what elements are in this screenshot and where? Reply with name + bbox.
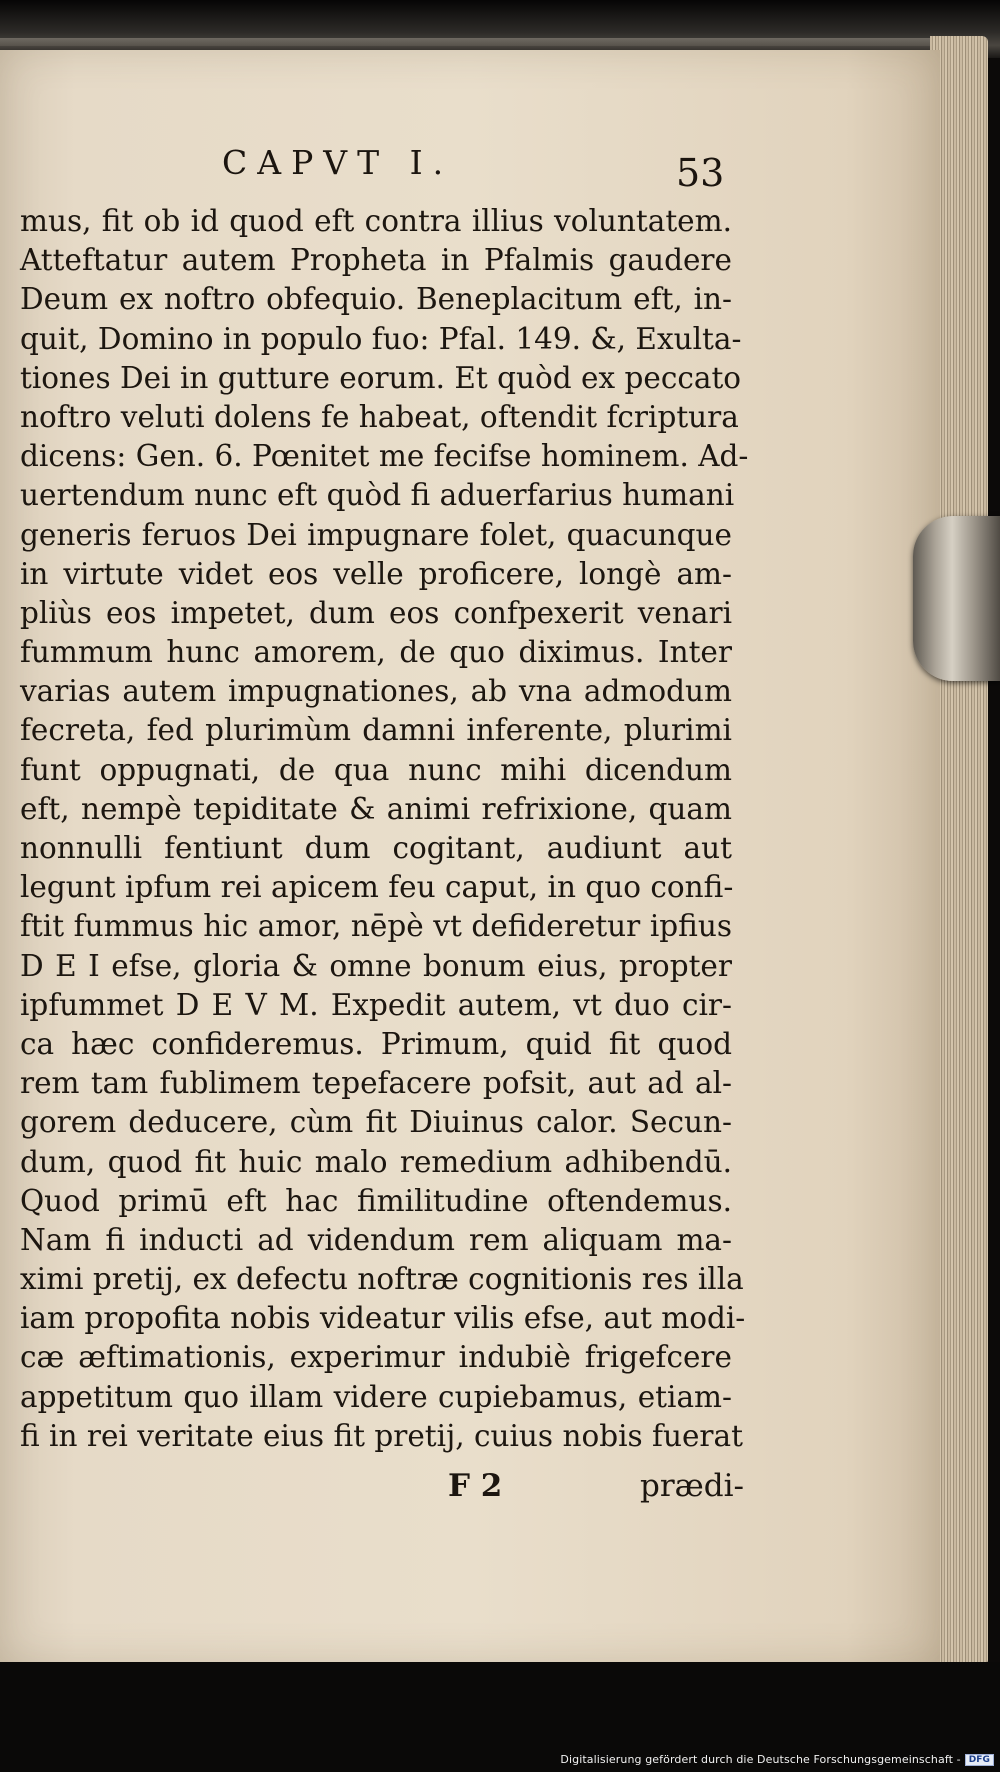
- scan-bottom-bar: [0, 1662, 1000, 1772]
- text-line: rem tam fublimem tepefacere pofsit, aut ad al-: [20, 1066, 732, 1101]
- signature-mark: F 2: [448, 1468, 503, 1504]
- catchword: prædi-: [640, 1468, 745, 1504]
- page-header: [0, 143, 940, 193]
- text-line: legunt ipfum rei apicem feu caput, in quo confi-: [20, 870, 734, 905]
- text-line: Nam fi inducti ad videndum rem aliquam ma-: [20, 1222, 732, 1257]
- text-line: quit, Domino in populo fuo: Pfal. 149. &, Exulta-: [20, 321, 742, 356]
- text-line: ca hæc confideremus. Primum, quid fit quod: [20, 1026, 732, 1061]
- text-line: ftit fummus hic amor, nēpè vt defideretur ipfius: [20, 909, 732, 944]
- text-line: nonnulli fentiunt dum cogitant, audiunt aut: [20, 831, 732, 865]
- text-line: mus, fit ob id quod eft contra illius voluntatem.: [20, 204, 732, 238]
- text-line: funt oppugnati, de qua nunc mihi dicendum: [20, 752, 732, 787]
- text-line: fi in rei veritate eius fit pretij, cuius nobis fuerat: [20, 1418, 743, 1453]
- text-line: iam propofita nobis videatur vilis efse, aut modi-: [20, 1301, 746, 1336]
- text-line: in virtute videt eos velle proficere, longè am-: [20, 556, 732, 591]
- text-line: varias autem impugnationes, ab vna admodum: [20, 674, 732, 709]
- dfg-logo-icon: DFG: [965, 1754, 994, 1766]
- text-line: ipfummet D E V M. Expedit autem, vt duo cir-: [20, 987, 732, 1022]
- text-line: dicens: Gen. 6. Pœnitet me fecifse hominem. Ad-: [20, 439, 749, 474]
- text-line: noftro veluti dolens fe habeat, oftendit fcriptura: [20, 399, 739, 434]
- body-text: [20, 202, 749, 1456]
- text-line: Quod primū eft hac fimilitudine oftendemus.: [20, 1183, 732, 1218]
- text-line: generis feruos Dei impugnare folet, quacunque: [20, 517, 732, 552]
- text-line: Atteftatur autem Propheta in Pfalmis gaudere: [20, 243, 732, 278]
- text-line: ximi pretij, ex defectu noftræ cognitionis res illa: [20, 1262, 744, 1297]
- page-number: 53: [676, 151, 725, 195]
- text-line: uertendum nunc eft quòd fi aduerfarius humani: [20, 478, 735, 513]
- book-clasp: [913, 516, 1000, 681]
- text-line: cæ æftimationis, experimur indubiè frigefcere: [20, 1340, 732, 1375]
- text-line: pliùs eos impetet, dum eos confpexerit venari: [20, 595, 732, 630]
- text-line: appetitum quo illam videre cupiebamus, etiam-: [20, 1379, 732, 1414]
- text-line: D E I efse, gloria & omne bonum eius, propter: [20, 948, 732, 983]
- text-line: gorem deducere, cùm fit Diuinus calor. Secun-: [20, 1105, 732, 1140]
- credit-text: Digitalisierung gefördert durch die Deutsche Forschungsgemeinschaft -: [560, 1753, 961, 1766]
- page-footer: [0, 1468, 940, 1512]
- funding-credit: [560, 1753, 994, 1766]
- running-head: CAPVT I.: [222, 143, 454, 182]
- text-line: fecreta, fed plurimùm damni inferente, plurimi: [20, 713, 732, 748]
- text-line: fummum hunc amorem, de quo diximus. Inter: [20, 635, 732, 670]
- text-line: tiones Dei in gutture eorum. Et quòd ex peccato: [20, 360, 742, 395]
- text-line: dum, quod fit huic malo remedium adhibendū.: [20, 1144, 732, 1179]
- text-line: eft, nempè tepiditate & animi refrixione, quam: [20, 791, 732, 826]
- text-line: Deum ex noftro obfequio. Beneplacitum eft, in-: [20, 282, 732, 317]
